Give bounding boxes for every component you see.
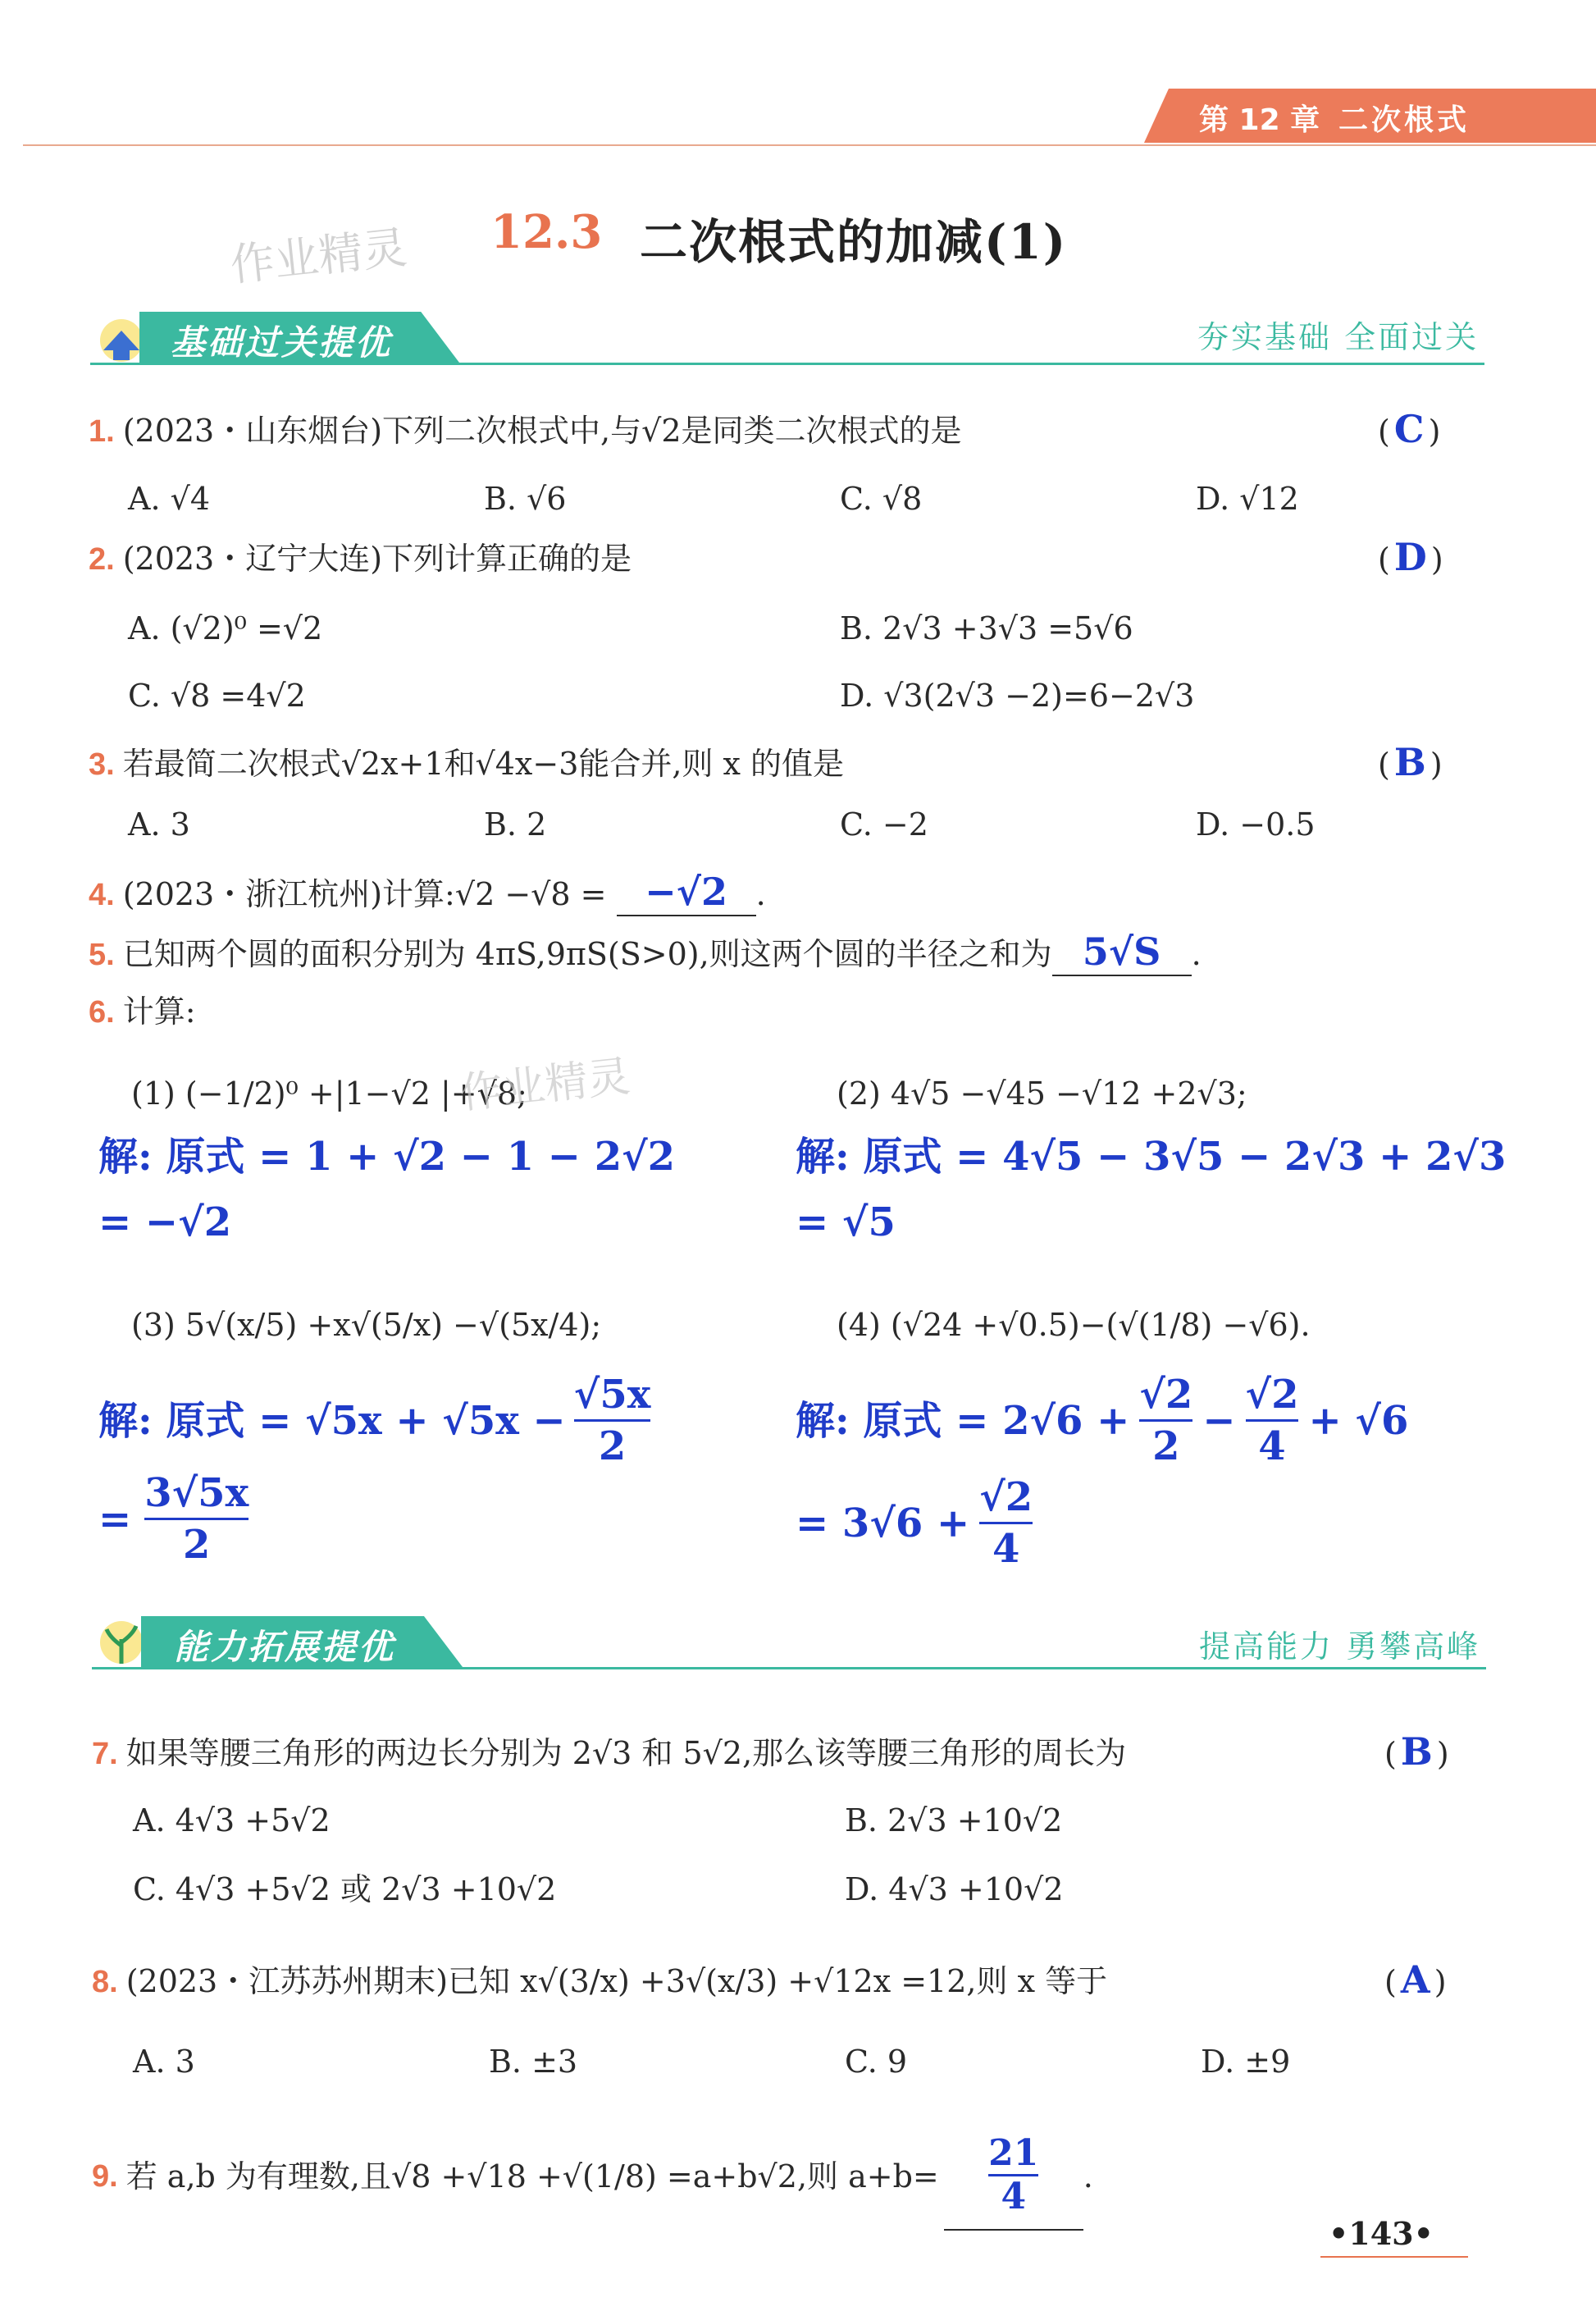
page-number-rule	[1320, 2256, 1468, 2258]
answer-2: ( D )	[1378, 535, 1443, 579]
answer-choice: B	[1393, 740, 1426, 784]
question-number: 6.	[89, 995, 115, 1030]
lesson-number: 12.3	[490, 205, 603, 259]
section1-label: 基础过关提优	[171, 322, 393, 363]
answer-3: ( B )	[1378, 740, 1443, 784]
operator: −	[1202, 1397, 1236, 1444]
numerator: √2	[1139, 1372, 1193, 1418]
option-b: B. √6	[484, 481, 567, 517]
header-rule	[23, 144, 1596, 146]
option-b: B. 2√3 +3√3 =5√6	[840, 610, 1133, 646]
sub-problem-1: (1) (−1/2)⁰ +|1−√2 |+√8;	[131, 1076, 527, 1112]
solution-4-line1	[796, 1370, 1408, 1471]
option-a: A. 4√3 +5√2	[133, 1802, 331, 1838]
fill-answer: 5√S	[1082, 929, 1161, 974]
question-1	[89, 410, 962, 452]
section1-slogan: 夯实基础 全面过关	[1197, 319, 1480, 355]
chapter-label: 第 12 章	[1199, 103, 1320, 137]
option-a: A. (√2)⁰ =√2	[128, 610, 323, 646]
question-text: (2023・浙江杭州)计算:√2 −√8 =	[122, 876, 607, 912]
solution-3-line1	[98, 1370, 650, 1471]
option-c: C. 9	[845, 2044, 908, 2080]
section2-rule	[92, 1667, 1486, 1669]
solution-4-line2	[796, 1473, 1033, 1573]
section1-icon	[90, 316, 148, 365]
chapter-title: 二次根式	[1338, 103, 1471, 137]
solution-2-line2: = √5	[796, 1199, 896, 1245]
fraction	[144, 1468, 249, 1569]
option-a: A. 3	[133, 2044, 195, 2080]
question-number: 3.	[89, 747, 115, 782]
solution-1-line2: = −√2	[98, 1199, 232, 1245]
question-7	[92, 1733, 1126, 1774]
page-number: •143•	[1329, 2215, 1434, 2252]
question-number: 2.	[89, 542, 115, 577]
solution-3-line2	[98, 1468, 249, 1569]
answer-1: ( C )	[1378, 407, 1441, 451]
question-text: (2023・江苏苏州期末)已知 x√(3/x) +3√(x/3) +√12x =12,则 x 等于	[125, 1963, 1108, 1999]
question-number: 7.	[92, 1737, 118, 1771]
fill-answer: −√2	[645, 870, 727, 914]
question-4: 4. (2023・浙江杭州)计算:√2 −√8 = −√2 .	[89, 871, 766, 916]
solution-2-line1: 解: 原式 = 4√5 − 3√5 − 2√3 + 2√3	[796, 1134, 1507, 1180]
question-6	[89, 991, 196, 1033]
fraction	[574, 1370, 651, 1471]
answer-choice: C	[1393, 407, 1425, 451]
section2-slogan: 提高能力 勇攀高峰	[1199, 1628, 1481, 1665]
fraction	[1139, 1370, 1192, 1471]
answer-choice: B	[1400, 1729, 1433, 1774]
answer-choice: A	[1400, 1957, 1430, 2002]
question-text: 已知两个圆的面积分别为 4πS,9πS(S>0),则这两个圆的半径之和为	[122, 936, 1052, 972]
section1-rule	[90, 363, 1484, 365]
question-2	[89, 538, 632, 580]
option-c: C. 4√3 +5√2 或 2√3 +10√2	[133, 1871, 557, 1907]
option-b: B. 2	[484, 806, 547, 843]
option-a: A. √4	[128, 481, 210, 517]
denominator: 2	[598, 1423, 627, 1469]
question-number: 4.	[89, 878, 115, 912]
option-b: B. 2√3 +10√2	[845, 1802, 1063, 1838]
option-d: D. √12	[1196, 481, 1299, 517]
option-c: C. √8 =4√2	[128, 678, 306, 714]
answer-8: ( A )	[1384, 1957, 1447, 2002]
fraction	[1246, 1370, 1299, 1471]
option-d: D. √3(2√3 −2)=6−2√3	[840, 678, 1195, 714]
numerator: √2	[1245, 1372, 1299, 1418]
sub-problem-3: (3) 5√(x/5) +x√(5/x) −√(5x/4);	[131, 1307, 602, 1343]
option-a: A. 3	[128, 806, 190, 843]
question-3	[89, 743, 844, 785]
option-c: C. −2	[840, 806, 928, 843]
question-9: 9. 若 a,b 为有理数,且√8 +√18 +√(1/8) =a+b√2,则 a+b= $\frac{21}{4}$ .	[92, 2133, 1093, 2219]
question-number: 8.	[92, 1965, 118, 1999]
question-text: 计算:	[122, 993, 196, 1030]
section2-icon	[92, 1618, 149, 1669]
question-number: 5.	[89, 938, 115, 972]
numerator: √5x	[573, 1372, 651, 1418]
fill-answer	[988, 2133, 1038, 2217]
lesson-title: 二次根式的加减(1)	[640, 214, 1068, 270]
question-text: (2023・山东烟台)下列二次根式中,与√2是同类二次根式的是	[122, 413, 962, 449]
watermark: 作业精灵	[458, 1052, 633, 1119]
denominator: 2	[1152, 1423, 1180, 1469]
sub-problem-2: (2) 4√5 −√45 −√12 +2√3;	[837, 1076, 1247, 1112]
question-text: 若最简二次根式√2x+1和√4x−3能合并,则 x 的值是	[122, 746, 845, 782]
solution-text: = 3√6 +	[796, 1500, 970, 1546]
denominator: 2	[183, 1522, 211, 1568]
option-c: C. √8	[840, 481, 923, 517]
answer-7: ( B )	[1384, 1729, 1449, 1774]
question-number: 9.	[92, 2158, 118, 2194]
question-text: 若 a,b 为有理数,且√8 +√18 +√(1/8) =a+b√2,则 a+b=	[125, 2158, 939, 2195]
sub-problem-4: (4) (√24 +√0.5)−(√(1/8) −√6).	[837, 1307, 1311, 1343]
question-text: 如果等腰三角形的两边长分别为 2√3 和 5√2,那么该等腰三角形的周长为	[125, 1735, 1127, 1771]
numerator: 21	[988, 2132, 1039, 2174]
fraction	[979, 1473, 1033, 1573]
option-b: B. ±3	[489, 2044, 578, 2080]
answer-choice: D	[1393, 535, 1427, 579]
solution-text: + √6	[1308, 1397, 1409, 1444]
question-5: 5. 已知两个圆的面积分别为 4πS,9πS(S>0),则这两个圆的半径之和为 5√S .	[89, 931, 1202, 976]
solution-1-line1: 解: 原式 = 1 + √2 − 1 − 2√2	[98, 1134, 676, 1180]
denominator: 4	[992, 1526, 1020, 1572]
denominator: 4	[1001, 2176, 1027, 2217]
solution-text: 解: 原式 = √5x + √5x −	[98, 1397, 566, 1444]
solution-text: =	[98, 1496, 132, 1542]
option-d: D. ±9	[1201, 2044, 1291, 2080]
denominator: 4	[1258, 1423, 1286, 1469]
option-d: D. −0.5	[1196, 806, 1316, 843]
solution-text: 解: 原式 = 2√6 +	[796, 1397, 1130, 1444]
question-text: (2023・辽宁大连)下列计算正确的是	[122, 541, 632, 577]
question-number: 1.	[89, 414, 115, 449]
option-d: D. 4√3 +10√2	[845, 1871, 1064, 1907]
watermark: 作业精灵	[227, 221, 410, 292]
numerator: 3√5x	[144, 1470, 249, 1516]
section2-label: 能力拓展提优	[174, 1627, 396, 1667]
question-8	[92, 1961, 1107, 2003]
numerator: √2	[979, 1474, 1033, 1520]
